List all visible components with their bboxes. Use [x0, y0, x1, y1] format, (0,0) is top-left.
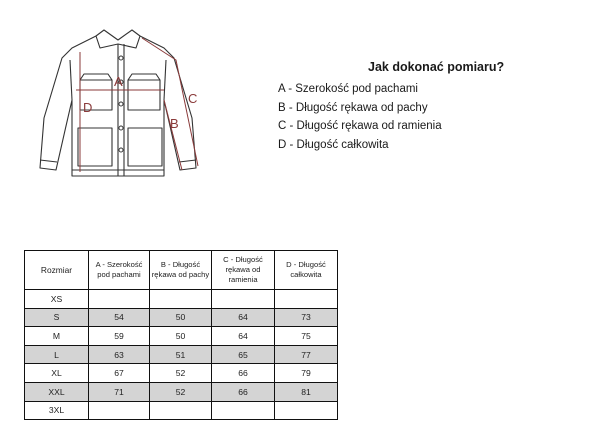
- header-c-line: rękawa od: [225, 265, 261, 274]
- size-cell: M: [25, 327, 89, 346]
- size-cell: XL: [25, 364, 89, 383]
- legend-list: [278, 80, 442, 154]
- size-table-header-row: [25, 251, 338, 290]
- value-cell-b: [150, 401, 212, 420]
- header-a-line: pod pachami: [97, 270, 141, 279]
- value-cell-c: 64: [212, 308, 275, 327]
- legend-item-c: C - Długość rękawa od ramienia: [278, 120, 442, 132]
- header-a: [89, 251, 150, 290]
- jacket-outline: [40, 30, 196, 176]
- size-cell: S: [25, 308, 89, 327]
- table-row: [25, 345, 338, 364]
- value-cell-b: 52: [150, 382, 212, 401]
- value-cell-d: 79: [275, 364, 338, 383]
- table-row: [25, 364, 338, 383]
- value-cell-a: 54: [89, 308, 150, 327]
- header-size: [25, 251, 89, 290]
- value-cell-c: 65: [212, 345, 275, 364]
- header-c: [212, 251, 275, 290]
- value-cell-a: 59: [89, 327, 150, 346]
- value-cell-c: [212, 401, 275, 420]
- label-b: B: [170, 116, 179, 131]
- value-cell-d: [275, 401, 338, 420]
- size-table: [24, 250, 338, 420]
- value-cell-c: 64: [212, 327, 275, 346]
- value-cell-d: 77: [275, 345, 338, 364]
- value-cell-a: 63: [89, 345, 150, 364]
- header-c-line: ramienia: [228, 275, 258, 284]
- table-row: [25, 290, 338, 309]
- header-c-line: C - Długość: [223, 255, 263, 264]
- value-cell-a: 67: [89, 364, 150, 383]
- size-cell: L: [25, 345, 89, 364]
- legend-item-d: D - Długość całkowita: [278, 138, 389, 151]
- label-a: A: [114, 74, 123, 89]
- table-row: [25, 382, 338, 401]
- size-cell: 3XL: [25, 401, 89, 420]
- value-cell-b: 50: [150, 308, 212, 327]
- value-cell-d: 73: [275, 308, 338, 327]
- jacket-measurement-diagram: [0, 0, 260, 205]
- label-c: C: [188, 91, 198, 106]
- legend-title: Jak dokonać pomiaru?: [368, 60, 505, 74]
- legend-item-b: B - Długość rękawa od pachy: [278, 101, 428, 114]
- measure-line-b: [164, 100, 182, 170]
- value-cell-a: [89, 290, 150, 309]
- value-cell-d: 81: [275, 382, 338, 401]
- header-b-line: B - Długość: [160, 260, 201, 269]
- header-b: [150, 251, 212, 290]
- value-cell-c: 66: [212, 382, 275, 401]
- label-d: D: [83, 100, 93, 115]
- value-cell-b: 50: [150, 327, 212, 346]
- value-cell-c: [212, 290, 275, 309]
- header-a-line: A - Szerokość: [95, 260, 143, 269]
- legend-item-a: A - Szerokość pod pachami: [278, 83, 418, 95]
- header-d-line: całkowita: [290, 270, 322, 279]
- header-d-line: D - Długość: [286, 260, 326, 269]
- header-d: [275, 251, 338, 290]
- measurement-lines: [76, 38, 198, 172]
- table-row: [25, 327, 338, 346]
- size-cell: XXL: [25, 382, 89, 401]
- value-cell-b: 51: [150, 345, 212, 364]
- value-cell-b: 52: [150, 364, 212, 383]
- table-row: [25, 401, 338, 420]
- value-cell-c: 66: [212, 364, 275, 383]
- table-row: [25, 308, 338, 327]
- header-size-line: Rozmiar: [40, 265, 73, 275]
- value-cell-d: [275, 290, 338, 309]
- buttons: [119, 56, 123, 152]
- value-cell-a: 71: [89, 382, 150, 401]
- value-cell-a: [89, 401, 150, 420]
- value-cell-b: [150, 290, 212, 309]
- size-cell: XS: [25, 290, 89, 309]
- value-cell-d: 75: [275, 327, 338, 346]
- header-b-line: rękawa od pachy: [151, 270, 210, 279]
